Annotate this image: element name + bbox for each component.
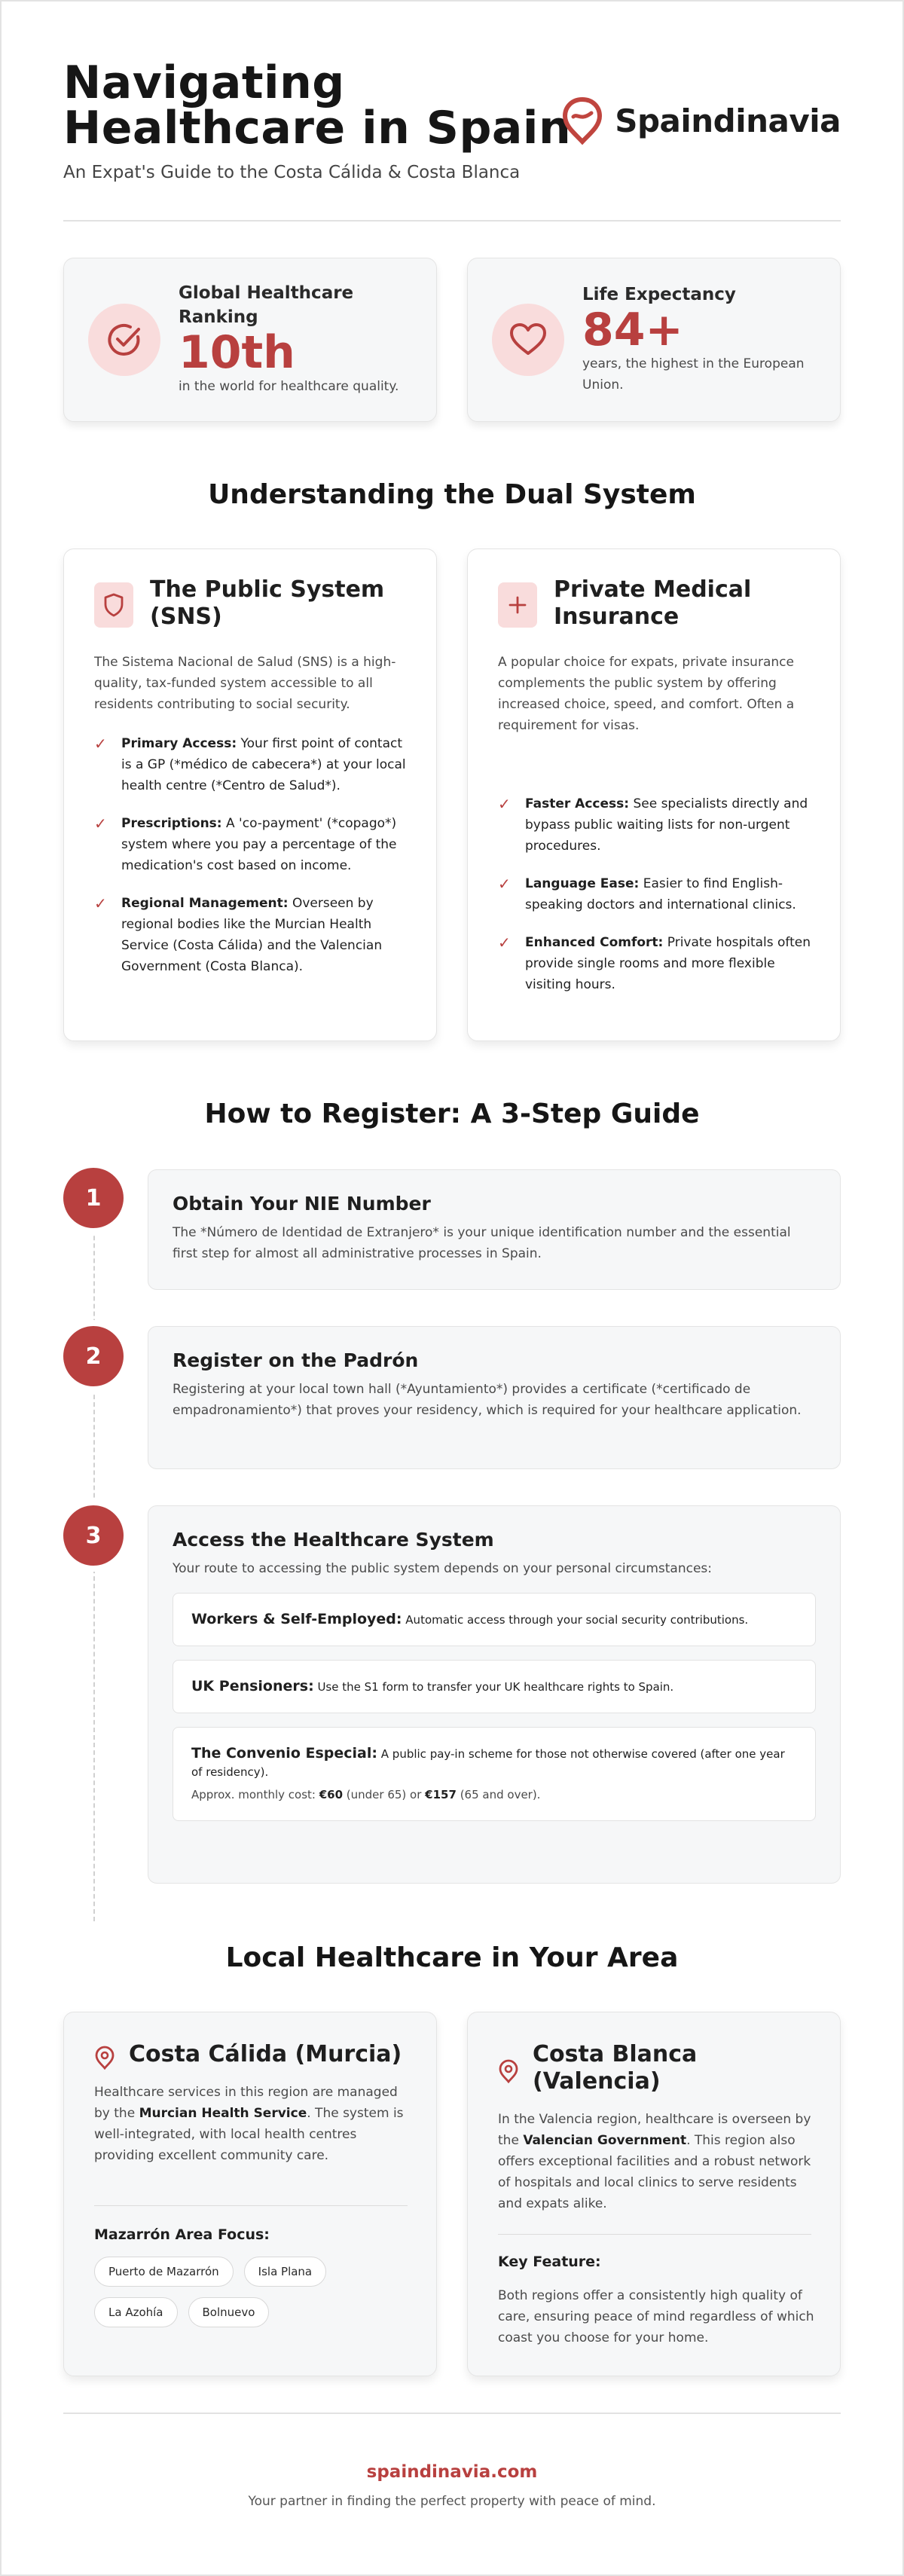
- key-feature-text: Both regions offer a consistently high quality of care, ensuring peace of mind regardless of which coast you choose for your home.: [498, 2288, 814, 2345]
- footer-tagline: Your partner in finding the perfect property with peace of mind.: [248, 2494, 656, 2509]
- step-desc: The *Número de Identidad de Extranjero* is your unique identification number and the essential first step for almost all administrative processes in Spain.: [173, 1225, 791, 1261]
- area-desc: [498, 2109, 814, 2214]
- monthly-cost: [191, 1786, 797, 1804]
- stat-note: in the world for healthcare quality.: [179, 379, 399, 394]
- stat-label: Life Expectancy: [582, 285, 736, 304]
- list-item: [498, 793, 814, 857]
- heart-icon: [492, 304, 564, 376]
- bullet-text: Your first point of contact is a GP (*médico de cabecera*) at your local health centre (*Centro de Salud*).: [121, 736, 406, 793]
- route-title: Workers & Self-Employed:: [191, 1611, 402, 1627]
- area-desc-bold: Murcian Health Service: [139, 2106, 307, 2121]
- step-title: Access the Healthcare System: [173, 1529, 494, 1551]
- section-title-register: How to Register: A 3-Step Guide: [204, 1099, 700, 1129]
- area-desc-post: . The system is well-integrated, with local health centres providing excellent community care.: [94, 2106, 404, 2163]
- area-chip[interactable]: Isla Plana: [244, 2257, 326, 2287]
- private-insurance-list: [498, 793, 814, 1012]
- private-insurance-desc: A popular choice for expats, private insurance complements the public system by offering increased choice, speed, and comfort. Often a requirement for visas.: [498, 655, 795, 733]
- bullet-text: A 'co-payment' (*copago*) system where you pay a percentage of the medication's cost based on income.: [121, 816, 397, 873]
- area-desc-bold: Valencian Government: [523, 2133, 687, 2148]
- private-insurance-title: Private Medical Insurance: [554, 576, 752, 630]
- check-icon: ✓: [94, 735, 107, 753]
- bullet-label: Prescriptions:: [121, 816, 222, 831]
- bullet-label: Faster Access:: [525, 796, 630, 811]
- check-icon: ✓: [94, 814, 107, 833]
- bullet-label: Primary Access:: [121, 736, 237, 751]
- bullet-label: Enhanced Comfort:: [525, 935, 664, 950]
- stat-value: 10th: [179, 326, 295, 379]
- route-text: Automatic access through your social security contributions.: [405, 1613, 749, 1627]
- route-box-workers: [173, 1593, 816, 1646]
- check-icon: ✓: [498, 934, 511, 952]
- logo-text: Spaindinavia: [615, 102, 841, 139]
- check-circle-icon: [88, 304, 160, 376]
- area-desc-pre: Healthcare services in this region are managed by the: [94, 2085, 398, 2121]
- cost-over-65: €157: [425, 1788, 457, 1801]
- private-insurance-card: [467, 549, 841, 1041]
- step-card-nie: [148, 1169, 841, 1290]
- area-subheading: Key Feature:: [498, 2254, 601, 2270]
- bullet-text: See specialists directly and bypass public waiting lists for non-urgent procedures.: [525, 796, 808, 854]
- route-box-convenio: [173, 1727, 816, 1821]
- route-title: The Convenio Especial:: [191, 1745, 377, 1762]
- step-number: 1: [63, 1168, 124, 1228]
- check-icon: ✓: [498, 875, 511, 893]
- area-card-costa-calida: [63, 2012, 437, 2376]
- area-chip[interactable]: Puerto de Mazarrón: [94, 2257, 234, 2287]
- area-chip[interactable]: Bolnuevo: [188, 2297, 270, 2327]
- footer-divider: [63, 2413, 841, 2414]
- check-icon: ✓: [498, 795, 511, 813]
- list-item: [94, 733, 411, 796]
- step-title: Obtain Your NIE Number: [173, 1193, 431, 1215]
- route-box-pensioners: [173, 1660, 816, 1713]
- area-desc: [94, 2082, 411, 2166]
- area-desc-post: . This region also offers exceptional facilities and a robust network of hospitals and local clinics to serve residents and expats alike.: [498, 2133, 811, 2211]
- title-line-2: Healthcare in Spain: [63, 102, 572, 154]
- cost-under-note: (under 65) or: [343, 1788, 426, 1801]
- public-system-card: [63, 549, 437, 1041]
- step-desc: Registering at your local town hall (*Ayuntamiento*) provides a certificate (*certificado de empadronamiento*) that proves your residency, which is required for your healthcare application.: [173, 1382, 802, 1418]
- divider: [94, 2205, 408, 2206]
- area-chip[interactable]: La Azohía: [94, 2297, 178, 2327]
- page-title: [63, 57, 591, 154]
- stat-label: Global Healthcare Ranking: [179, 283, 354, 327]
- route-title: UK Pensioners:: [191, 1678, 314, 1694]
- footer-website-link[interactable]: spaindinavia.com: [366, 2462, 538, 2482]
- location-pin-icon: [94, 2046, 115, 2070]
- step-number: 2: [63, 1326, 124, 1386]
- stat-note: years, the highest in the European Union.: [582, 356, 805, 393]
- header-divider: [63, 220, 841, 222]
- brand-logo[interactable]: [560, 96, 841, 145]
- stat-value: 84+: [582, 304, 683, 356]
- bullet-text: Overseen by regional bodies like the Murcian Health Service (Costa Cálida) and the Valencian Government (Costa Blanca).: [121, 896, 383, 974]
- area-subheading: Mazarrón Area Focus:: [94, 2226, 270, 2243]
- area-title: Costa Blanca (Valencia): [533, 2041, 698, 2095]
- check-icon: ✓: [94, 894, 107, 912]
- area-title: Costa Cálida (Murcia): [129, 2041, 402, 2067]
- area-desc-pre: In the Valencia region, healthcare is overseen by the: [498, 2112, 811, 2148]
- plus-icon: [498, 582, 537, 628]
- bullet-label: Language Ease:: [525, 876, 640, 891]
- location-pin-logo-icon: [560, 96, 604, 145]
- step-title: Register on the Padrón: [173, 1349, 419, 1371]
- step-desc: Your route to accessing the public system depends on your personal circumstances:: [173, 1561, 713, 1576]
- bullet-label: Regional Management:: [121, 896, 289, 911]
- stat-card-ranking: [63, 258, 437, 422]
- step-card-padron: [148, 1326, 841, 1469]
- cost-under-65: €60: [319, 1788, 344, 1801]
- stat-card-life-expectancy: [467, 258, 841, 422]
- shield-icon: [94, 582, 133, 628]
- section-title-local: Local Healthcare in Your Area: [225, 1942, 679, 1973]
- public-system-desc: The Sistema Nacional de Salud (SNS) is a high-quality, tax-funded system accessible to all residents contributing to social security.: [94, 655, 396, 712]
- public-system-list: [94, 733, 411, 994]
- header: [63, 57, 841, 188]
- bullet-text: Easier to find English-speaking doctors and international clinics.: [525, 876, 796, 912]
- route-text: Use the S1 form to transfer your UK healthcare rights to Spain.: [317, 1680, 674, 1694]
- list-item: [94, 893, 411, 977]
- title-line-1: Navigating: [63, 57, 345, 109]
- page-subtitle: An Expat's Guide to the Costa Cálida & Costa Blanca: [63, 163, 521, 182]
- list-item: [498, 873, 814, 915]
- public-system-title: The Public System (SNS): [150, 576, 385, 630]
- bullet-text: Private hospitals often provide single rooms and more flexible visiting hours.: [525, 935, 811, 992]
- cost-prefix: Approx. monthly cost:: [191, 1788, 319, 1801]
- step-number: 3: [63, 1505, 124, 1566]
- list-item: [94, 813, 411, 876]
- section-title-dual-system: Understanding the Dual System: [208, 479, 696, 510]
- route-text: A public pay-in scheme for those not otherwise covered (after one year of residency).: [191, 1747, 785, 1779]
- area-card-costa-blanca: [467, 2012, 841, 2376]
- area-chips: [94, 2257, 411, 2327]
- cost-over-note: (65 and over).: [456, 1788, 541, 1801]
- list-item: [498, 932, 814, 995]
- step-card-access: [148, 1505, 841, 1884]
- location-pin-icon: [498, 2059, 519, 2083]
- divider: [498, 2234, 811, 2235]
